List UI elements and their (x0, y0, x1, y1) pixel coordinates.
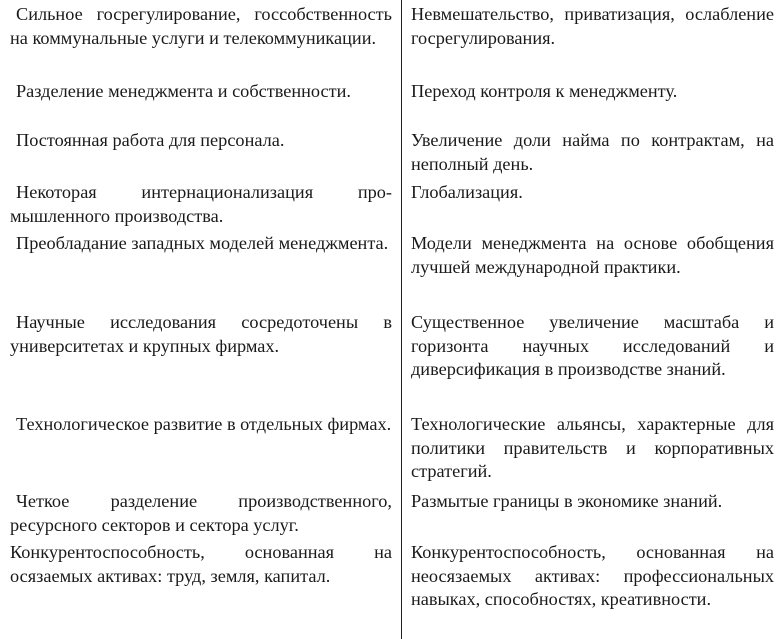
table-cell-left: Научные исследования сосредоточены в университетах и крупных фирмах. (10, 312, 392, 356)
table-cell-right: Переход контроля к менеджменту. (411, 81, 678, 101)
table-cell-right: Глобализация. (411, 182, 523, 202)
table-cell-left: Некоторая интернационализация промышленного производства. (10, 182, 392, 226)
table-cell-right: Модели менеджмента на основе обобщения лучшей международной практики. (411, 233, 774, 277)
table-cell-right: Существенное увеличение масштаба и горизонта научных исследований и диверсификация в производстве знаний. (411, 312, 774, 379)
table-cell-left: Технологическое развитие в отдельных фирмах. (16, 414, 392, 434)
table-cell-left: Постоянная работа для персонала. (16, 130, 285, 150)
table-cell-right: Конкурентоспособность, основанная на неосязаемых активах: профессиональных навыках, способностях, креативности. (411, 542, 774, 609)
column-divider (401, 0, 402, 639)
table-cell-right: Увеличение доли найма по контрактам, на неполный день. (411, 130, 774, 174)
table-cell-left: Конкурентоспособность, основанная на осязаемых активах: труд, земля, капитал. (10, 542, 392, 586)
table-cell-left: Четкое разделение производственного, ресурсного секторов и сектора услуг. (10, 491, 392, 535)
table-cell-left: Преобладание западных моделей менеджмента. (16, 233, 389, 253)
table-cell-right: Размытые границы в экономике знаний. (411, 491, 723, 511)
table-cell-right: Технологические альянсы, характерные для политики правительств и корпоративных стратегий. (411, 414, 774, 481)
table-cell-right: Невмешательство, приватизация, ослабление госрегулирования. (411, 4, 774, 48)
table-cell-left: Разделение менеджмента и собственности. (16, 81, 351, 101)
table-cell-left: Сильное госрегулирование, госсобственность на коммунальные услуги и телекоммуникации. (10, 4, 392, 48)
